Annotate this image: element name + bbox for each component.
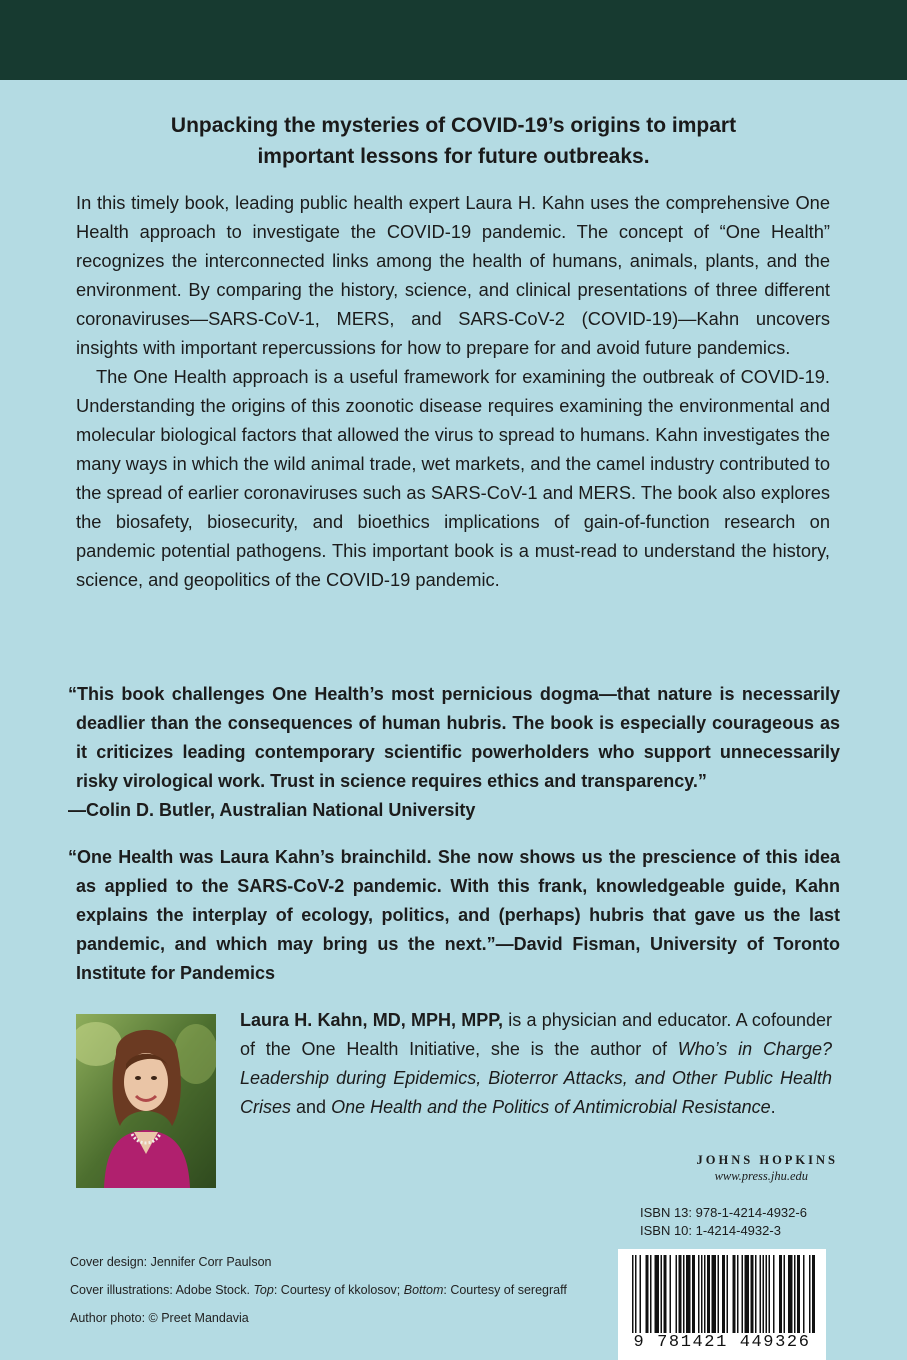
barcode-bar xyxy=(635,1255,637,1333)
credit-photo: Author photo: © Preet Mandavia xyxy=(70,1311,249,1325)
quote-attribution: —Colin D. Butler, Australian National University xyxy=(68,800,476,820)
barcode-bar xyxy=(718,1255,720,1333)
barcode-bar xyxy=(737,1255,739,1333)
barcode-digits: 9 781421 449326 xyxy=(633,1333,811,1352)
barcode-bar xyxy=(661,1255,663,1333)
author-name: Laura H. Kahn, MD, MPH, MPP, xyxy=(240,1010,503,1030)
book-title-2: One Health and the Politics of Antimicrobial Resistance xyxy=(331,1097,771,1117)
isbn-block xyxy=(640,1204,807,1240)
credit-illustrations-prefix: Cover illustrations: Adobe Stock. xyxy=(70,1283,254,1297)
author-photo xyxy=(76,1014,216,1188)
barcode-bar xyxy=(727,1255,729,1333)
barcode-bar xyxy=(745,1255,750,1333)
barcode-bar xyxy=(751,1255,754,1333)
bio-intro: is a physician and educator. A cofounder of the One Health Initiative, she is the author of xyxy=(240,1010,832,1059)
barcode-bar xyxy=(670,1255,672,1333)
publisher-name: JOHNS HOPKINS xyxy=(696,1153,838,1167)
barcode-bar xyxy=(803,1255,805,1333)
credit-illustrations xyxy=(70,1276,567,1304)
credit-top-text: : Courtesy of kkolosov; xyxy=(273,1283,404,1297)
credit-bottom-label: Bottom xyxy=(403,1283,444,1297)
barcode-bar xyxy=(650,1255,652,1333)
barcode-bar xyxy=(712,1255,717,1333)
tagline-line-2: important lessons for future outbreaks. xyxy=(257,145,650,168)
publisher-url: www.press.jhu.edu xyxy=(714,1169,808,1183)
isbn-13: ISBN 13: 978-1-4214-4932-6 xyxy=(640,1205,807,1220)
barcode-bar xyxy=(640,1255,642,1333)
barcode-bar xyxy=(733,1255,736,1333)
barcode-bar xyxy=(779,1255,782,1333)
credit-bottom-text: : Courtesy of seregraff xyxy=(443,1283,567,1297)
barcode-bar xyxy=(664,1255,667,1333)
description-paragraph-2: The One Health approach is a useful framework for examining the outbreak of COVID-19. Understanding the origins of this zoonotic disease requires examining the environmental and molecular biological factors that allowed the virus to spread to humans. Kahn investigates the many ways in which the wild animal trade, wet markets, and the camel industry contributed to the spread of earlier coronaviruses such as SARS-CoV-1 and MERS. The book also explores the biosafety, biosecurity, and bioethics implications of gain-of-function research on pandemic potential pathogens. This important book is a must-read to understand the history, science, and geopolitics of the COVID-19 pandemic. xyxy=(76,366,831,590)
barcode-bar xyxy=(632,1255,634,1333)
book-title-1: Who’s in Charge? Leadership during Epidemics, Bioterror Attacks, and Other Public Health Crises xyxy=(240,1039,832,1117)
barcode-bar xyxy=(797,1255,800,1333)
barcode-bar xyxy=(809,1255,811,1333)
barcode-bar xyxy=(707,1255,710,1333)
barcode-bar xyxy=(773,1255,775,1333)
barcode-bar xyxy=(655,1255,660,1333)
barcode-bar xyxy=(763,1255,765,1333)
barcode-bar xyxy=(794,1255,796,1333)
barcode-bar xyxy=(698,1255,700,1333)
quote-text: “This book challenges One Health’s most pernicious dogma—that nature is necessarily deadlier than the consequences of human hubris. The book is especially courageous as it criticizes leading contemporary scientific powerholders who support unnecessarily risky virological work. Trust in science requires ethics and transparency.” xyxy=(68,684,840,791)
barcode-bar xyxy=(755,1255,757,1333)
barcode-bar xyxy=(692,1255,695,1333)
barcode-bar xyxy=(812,1255,815,1333)
tagline-line-1: Unpacking the mysteries of COVID-19’s origins to impart xyxy=(170,114,737,137)
endorsement-quote-2 xyxy=(68,843,840,988)
barcode-bar xyxy=(686,1255,691,1333)
endorsement-quote-1 xyxy=(68,680,840,825)
barcode-bar xyxy=(766,1255,768,1333)
barcode-bar xyxy=(683,1255,685,1333)
isbn-10: ISBN 10: 1-4214-4932-3 xyxy=(640,1223,781,1238)
quote-attribution: —David Fisman, University of Toronto Institute for Pandemics xyxy=(76,934,840,983)
book-description xyxy=(76,188,830,594)
description-paragraph-1: In this timely book, leading public health expert Laura H. Kahn uses the comprehensive One Health approach to investigate the COVID-19 pandemic. The concept of “One Health” recognizes the interconnected links among the health of humans, animals, plants, and the environment. By comparing the history, science, and clinical presentations of three different coronaviruses—SARS-CoV-1, MERS, and SARS-CoV-2 (COVID-19)—Kahn uncovers insights with important repercussions for how to prepare for and avoid future pandemics. xyxy=(76,192,830,358)
barcode-bars xyxy=(618,1249,826,1333)
barcode-bar xyxy=(722,1255,725,1333)
top-color-band xyxy=(0,0,907,80)
barcode-bar xyxy=(742,1255,744,1333)
author-bio xyxy=(240,1006,832,1122)
credit-top-label: Top xyxy=(253,1283,274,1297)
tagline xyxy=(100,110,807,172)
barcode xyxy=(618,1249,826,1360)
barcode-bar xyxy=(784,1255,786,1333)
barcode-bar xyxy=(704,1255,706,1333)
bio-end: . xyxy=(770,1097,776,1117)
barcode-bar xyxy=(679,1255,682,1333)
barcode-bar xyxy=(676,1255,678,1333)
barcode-bar xyxy=(788,1255,793,1333)
publisher-logo xyxy=(608,1153,838,1184)
quote-text: “One Health was Laura Kahn’s brainchild. She now shows us the prescience of this idea as applied to the SARS-CoV-2 pandemic. With this frank, knowledgeable guide, Kahn explains the interplay of ecology, politics, and (perhaps) hubris that gave us the last pandemic, and which may bring us the next.” xyxy=(68,847,840,954)
barcode-bar xyxy=(646,1255,649,1333)
credit-design: Cover design: Jennifer Corr Paulson xyxy=(70,1255,272,1269)
barcode-bar xyxy=(701,1255,703,1333)
cover-credits xyxy=(70,1248,567,1332)
bio-and: and xyxy=(291,1097,332,1117)
barcode-bar xyxy=(769,1255,771,1333)
barcode-bar xyxy=(760,1255,762,1333)
